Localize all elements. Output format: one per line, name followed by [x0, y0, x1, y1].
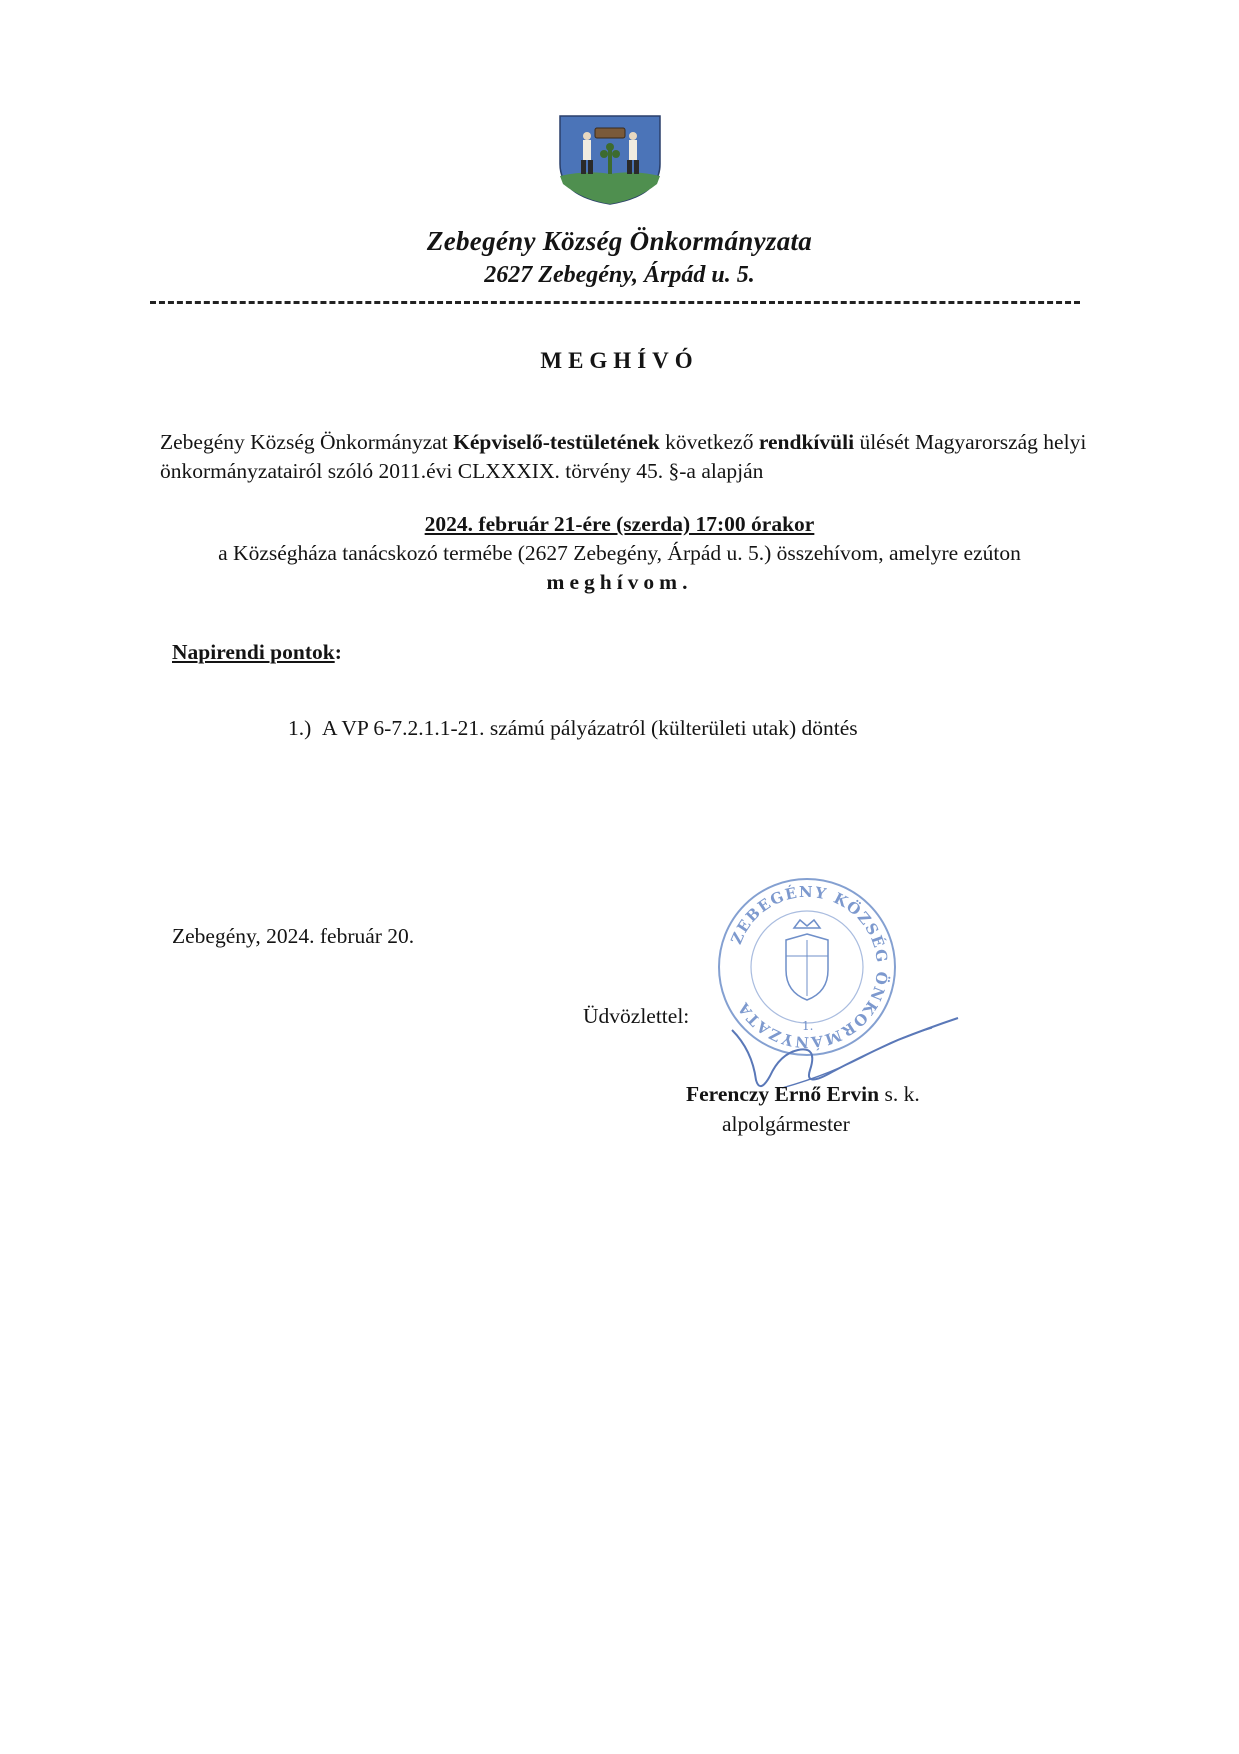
signer-title: alpolgármester	[722, 1112, 850, 1136]
agenda-list	[288, 716, 858, 741]
organization-address: 2627 Zebegény, Árpád u. 5.	[484, 262, 755, 288]
agenda-item-number: 1.)	[288, 716, 312, 740]
intro-body-bold: Képviselő-testületének	[453, 430, 660, 454]
agenda-heading-text: Napirendi pontok	[172, 640, 335, 664]
closing-greeting: Üdvözlettel:	[583, 1004, 690, 1028]
stamp-number: 1.	[802, 1019, 814, 1033]
intro-text-2: következő	[659, 430, 759, 454]
place-and-date: Zebegény, 2024. február 20.	[172, 924, 415, 948]
signer-suffix: s. k.	[879, 1082, 920, 1106]
agenda-heading-colon: :	[334, 640, 342, 664]
document-title: MEGHÍVÓ	[540, 348, 699, 373]
organization-name: Zebegény Község Önkormányzata	[426, 226, 813, 256]
agenda-item	[288, 716, 858, 741]
intro-text-1: Zebegény Község Önkormányzat	[160, 430, 454, 454]
intro-paragraph	[160, 428, 1100, 486]
intro-meeting-type: rendkívüli	[758, 430, 855, 454]
stamp-text: ZEBEGÉNY KÖZSÉG ÖNKORMÁNYZATA	[727, 882, 892, 1052]
agenda-item-text: A VP 6-7.2.1.1-21. számú pályázatról (külterületi utak) döntés	[322, 716, 858, 740]
signer-name: Ferenczy Ernő Ervin	[686, 1082, 880, 1106]
signer-line	[686, 1082, 920, 1107]
meeting-block	[0, 510, 1239, 597]
intro-text-3: ülését Magyarország helyi önkormányzatairól szóló 2011.évi CLXXXIX. törvény 45. §-a alapján	[160, 430, 1087, 483]
coat-of-arms-icon	[557, 114, 663, 206]
meeting-datetime: 2024. február 21-ére (szerda) 17:00 órakor	[424, 512, 815, 536]
agenda-heading	[172, 640, 342, 665]
meeting-invite: meghívom.	[546, 570, 693, 594]
meeting-location: a Községháza tanácskozó termébe (2627 Zebegény, Árpád u. 5.) összehívom, amelyre ezúton	[218, 541, 1021, 565]
header-separator	[150, 301, 1080, 304]
